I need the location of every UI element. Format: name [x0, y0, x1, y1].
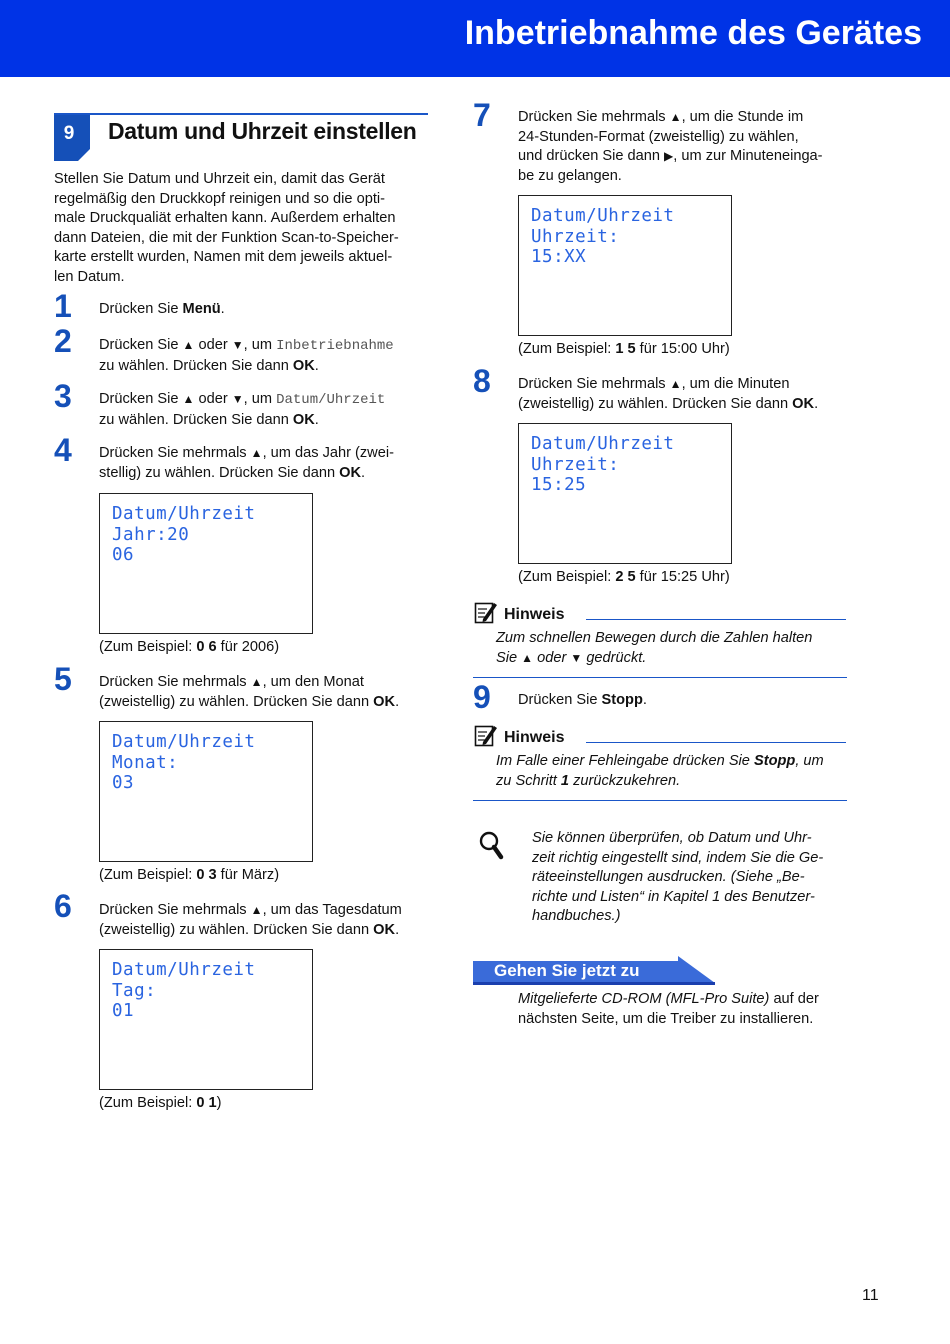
- step-7-text: Drücken Sie mehrmals ▲, um die Stunde im 24-Stunden-Format (zweistellig) zu wählen, und drücken Sie dann ▶, um zur Minuteneinga- be zu gelangen.: [518, 109, 823, 184]
- up-arrow-icon: ▲: [250, 675, 263, 689]
- step-9-text: Drücken Sie Stopp.: [518, 692, 647, 708]
- lcd-display-minute: [518, 423, 732, 564]
- section-number: 9: [63, 123, 75, 144]
- step-number: 1: [54, 288, 72, 324]
- intro-line: dann Dateien, die mit der Funktion Scan-to-Speicher-: [54, 229, 399, 246]
- lcd-caption: (Zum Beispiel: 1 5 für 15:00 Uhr): [518, 341, 730, 357]
- up-arrow-icon: ▲: [182, 338, 195, 352]
- lcd-caption: (Zum Beispiel: 0 3 für März): [99, 867, 280, 883]
- note-rule: [586, 742, 846, 743]
- ok-key: OK: [373, 693, 396, 710]
- intro-line: len Datum.: [54, 268, 125, 285]
- up-arrow-icon: ▲: [669, 377, 682, 391]
- section-number-badge: [54, 115, 90, 161]
- lcd-text: Datum/Uhrzeit Uhrzeit: 15:25: [531, 434, 675, 495]
- section-title: Datum und Uhrzeit einstellen: [108, 118, 417, 144]
- step-5-text: Drücken Sie mehrmals ▲, um den Monat (zweistellig) zu wählen. Drücken Sie dann OK.: [99, 674, 400, 710]
- tip-text: Sie können überprüfen, ob Datum und Uhr- zeit richtig eingestellt sind, indem Sie die Ge- räteeinstellungen ausdrucken. (Siehe „Be- richte und Listen“ in Kapitel 1 des Benutzer- handbuches.): [532, 830, 824, 924]
- goto-label: Gehen Sie jetzt zu: [494, 961, 640, 980]
- step-number: 4: [54, 432, 72, 468]
- page-number: 11: [862, 1287, 879, 1304]
- note-bottom-rule: [473, 677, 847, 678]
- lcd-display-hour: [518, 195, 732, 336]
- down-arrow-icon: ▼: [231, 338, 244, 352]
- note-text: Im Falle einer Fehleingabe drücken Sie Stopp, um zu Schritt 1 zurückzukehren.: [496, 753, 824, 789]
- lcd-display-day: [99, 949, 313, 1090]
- note-rule: [586, 619, 846, 620]
- lcd-text: Datum/Uhrzeit Uhrzeit: 15:XX: [531, 206, 675, 267]
- lcd-text: Datum/Uhrzeit Monat: 03: [112, 732, 256, 793]
- intro-paragraph: [54, 170, 434, 287]
- lcd-caption: (Zum Beispiel: 0 6 für 2006): [99, 639, 280, 655]
- right-arrow-icon: ▶: [664, 149, 674, 163]
- step-6-text: Drücken Sie mehrmals ▲, um das Tagesdatum (zweistellig) zu wählen. Drücken Sie dann OK.: [99, 902, 402, 938]
- down-arrow-icon: ▼: [570, 650, 583, 665]
- intro-line: male Druckqualiät erhalten kann. Außerdem erhalten: [54, 210, 396, 226]
- ok-key: OK: [292, 357, 315, 374]
- goto-text: Mitgelieferte CD-ROM (MFL-Pro Suite) auf der nächsten Seite, um die Treiber zu installieren.: [518, 991, 819, 1027]
- goto-banner: [473, 956, 715, 986]
- note-icon: [474, 723, 498, 747]
- ok-key: OK: [292, 411, 315, 428]
- step-number: 9: [473, 679, 491, 715]
- up-arrow-icon: ▲: [182, 392, 195, 406]
- page-header-title: Inbetriebnahme des Gerätes: [464, 14, 922, 52]
- up-arrow-icon: ▲: [250, 903, 263, 917]
- lcd-caption: (Zum Beispiel: 2 5 für 15:25 Uhr): [518, 569, 730, 585]
- note-title: Hinweis: [504, 606, 565, 623]
- lcd-text: Datum/Uhrzeit Jahr:20 06: [112, 504, 256, 565]
- up-arrow-icon: ▲: [521, 650, 534, 665]
- stopp-key: Stopp: [753, 753, 796, 769]
- note-title: Hinweis: [504, 729, 565, 746]
- lcd-text: Datum/Uhrzeit Tag: 01: [112, 960, 256, 1021]
- lcd-display-year: [99, 493, 313, 634]
- intro-line: karte erstellt wurden, Namen mit dem jeweils aktuel-: [54, 249, 393, 265]
- lcd-caption: (Zum Beispiel: 0 1): [99, 1095, 222, 1111]
- step-number: 5: [54, 661, 72, 697]
- note-text: Zum schnellen Bewegen durch die Zahlen halten Sie ▲ oder ▼ gedrückt.: [496, 629, 812, 668]
- step-number: 7: [473, 97, 491, 133]
- step-number: 2: [54, 323, 72, 359]
- goto-link: Mitgelieferte CD-ROM (MFL-Pro Suite): [518, 991, 770, 1007]
- lcd-display-month: [99, 721, 313, 862]
- step-2-text: Drücken Sie ▲ oder ▼, um Inbetriebnahme zu wählen. Drücken Sie dann OK.: [99, 337, 394, 374]
- intro-line: regelmäßig den Druckkopf reinigen und so die opti-: [54, 190, 385, 207]
- step-3-text: Drücken Sie ▲ oder ▼, um Datum/Uhrzeit zu wählen. Drücken Sie dann OK.: [99, 391, 386, 428]
- step-number: 6: [54, 888, 72, 924]
- step-1-text: Drücken Sie Menü.: [99, 301, 225, 317]
- section-rule: [54, 113, 428, 115]
- down-arrow-icon: ▼: [231, 392, 244, 406]
- up-arrow-icon: ▲: [669, 110, 682, 124]
- magnifier-icon: [478, 830, 504, 860]
- up-arrow-icon: ▲: [250, 446, 263, 460]
- ok-key: OK: [373, 921, 396, 938]
- note-icon: [474, 600, 498, 624]
- stopp-key: Stopp: [601, 692, 643, 708]
- menu-key: Menü: [182, 301, 221, 317]
- menu-item-inbetriebnahme: Inbetriebnahme: [276, 338, 394, 354]
- note-bottom-rule: [473, 800, 847, 801]
- step-8-text: Drücken Sie mehrmals ▲, um die Minuten (zweistellig) zu wählen. Drücken Sie dann OK.: [518, 376, 819, 412]
- ok-key: OK: [339, 464, 362, 481]
- ok-key: OK: [792, 395, 815, 412]
- menu-item-datum-uhrzeit: Datum/Uhrzeit: [276, 392, 386, 408]
- step-number: 8: [473, 363, 491, 399]
- intro-line: Stellen Sie Datum und Uhrzeit ein, damit das Gerät: [54, 171, 385, 187]
- step-number: 3: [54, 378, 72, 414]
- step-4-text: Drücken Sie mehrmals ▲, um das Jahr (zwei- stellig) zu wählen. Drücken Sie dann OK.: [99, 445, 394, 481]
